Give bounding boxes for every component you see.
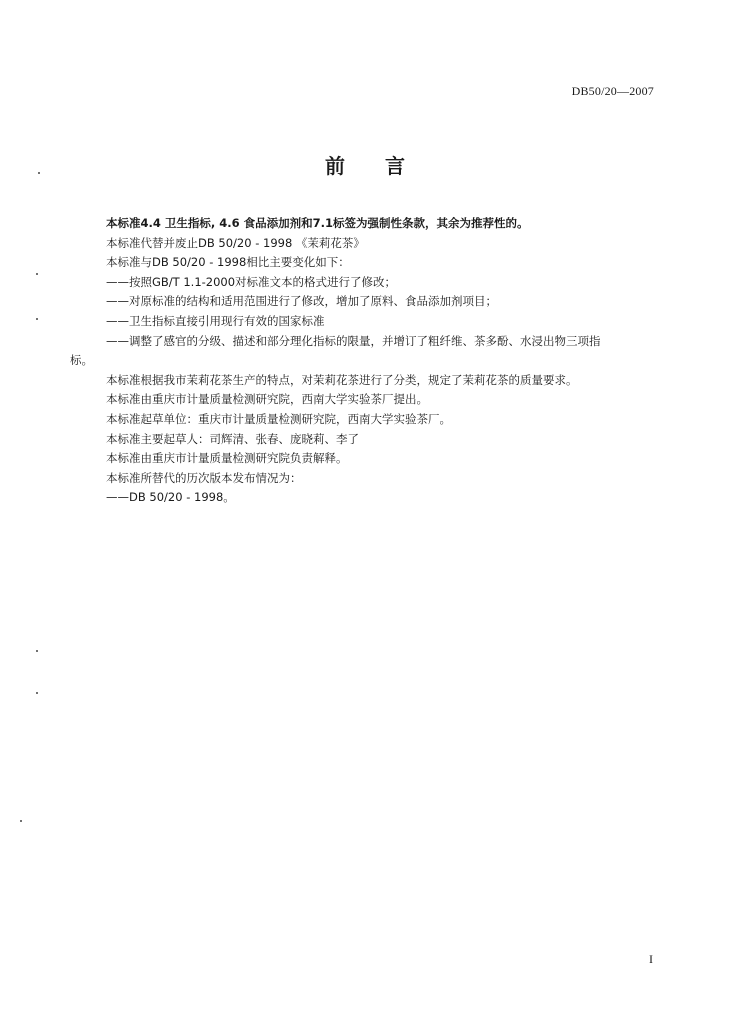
title-char-1: 前 xyxy=(325,154,345,178)
basis-statement: 本标准根据我市茉莉花茶生产的特点，对茉莉花茶进行了分类，规定了茉莉花茶的质量要求。 xyxy=(106,372,578,387)
mandatory-clause-statement: 本标准4.4 卫生指标, 4.6 食品添加剂和7.1标签为强制性条款，其余为推荐性的。 xyxy=(106,216,529,230)
changes-intro: 本标准与DB 50/20 - 1998相比主要变化如下： xyxy=(106,255,350,270)
foreword-body xyxy=(70,214,664,508)
title-char-2: 言 xyxy=(385,154,405,178)
change-item-3: ——卫生指标直接引用现行有效的国家标准 xyxy=(106,313,325,328)
drafters-statement: 本标准主要起草人：司辉清、张春、庞晓莉、李了 xyxy=(106,431,359,446)
interpretation-statement: 本标准由重庆市计量质量检测研究院负责解释。 xyxy=(106,451,348,466)
scan-speck xyxy=(36,650,38,652)
history-item-1: ——DB 50/20 - 1998。 xyxy=(106,490,235,505)
page-number: I xyxy=(649,952,653,966)
proposed-by-statement: 本标准由重庆市计量质量检测研究院，西南大学实验茶厂提出。 xyxy=(106,392,428,407)
scan-speck xyxy=(38,172,40,174)
standard-code: DB50/20—2007 xyxy=(571,84,654,98)
history-intro: 本标准所替代的历次版本发布情况为： xyxy=(106,470,302,485)
page-title xyxy=(0,150,730,179)
scan-speck xyxy=(36,692,38,694)
change-item-1: ——按照GB/T 1.1-2000对标准文本的格式进行了修改； xyxy=(106,274,397,289)
scan-speck xyxy=(20,820,22,822)
scan-speck xyxy=(36,273,38,275)
drafting-units-statement: 本标准起草单位：重庆市计量质量检测研究院，西南大学实验茶厂。 xyxy=(106,411,451,426)
replaces-statement: 本标准代替并废止DB 50/20 - 1998 《茉莉花茶》 xyxy=(106,235,365,250)
change-item-4-continuation: 标。 xyxy=(70,353,93,368)
change-item-4: ——调整了感官的分级、描述和部分理化指标的限量，并增订了粗纤维、茶多酚、水浸出物三项指 xyxy=(106,333,601,348)
scan-speck xyxy=(36,318,38,320)
change-item-2: ——对原标准的结构和适用范围进行了修改，增加了原料、食品添加剂项目； xyxy=(106,294,497,309)
